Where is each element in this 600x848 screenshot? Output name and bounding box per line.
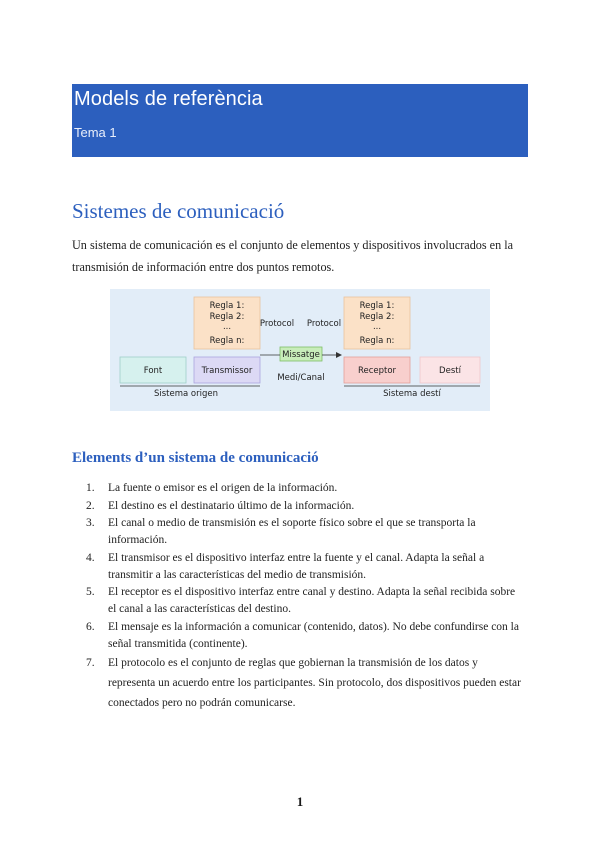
node-font-label: Font [143, 366, 163, 376]
list-item-text: El receptor es el dispositivo interfaz entre canal y destino. Adapta la señal recibida sobre el canal a las características del destino. [108, 586, 516, 615]
node-missatge-label: Missatge [282, 350, 320, 360]
rule-right-n: Regla n: [359, 336, 395, 346]
group-label-origen: Sistema origen [153, 389, 219, 399]
intro-paragraph: Un sistema de comunicación es el conjunto de elementos y dispositivos involucrados en la transmisión de información entre dos puntos remotos. [72, 238, 514, 274]
list-item-number: 3. [86, 517, 95, 529]
subsection-heading: Elements d’un sistema de comunicació [72, 450, 319, 466]
list-item-text: El mensaje es la información a comunicar (contenido, datos). No debe confundirse con la señal transmitida (continente). [108, 620, 519, 650]
document-subtitle: Tema 1 [74, 125, 117, 140]
document-title: Models de referència [74, 88, 263, 110]
title-banner [72, 84, 528, 157]
rule-left-n: Regla n: [209, 336, 245, 346]
list-item-text: El transmisor es el dispositivo interfaz entre la fuente y el canal. Adapta la señal a transmitir a las características del medio de transmisión. [108, 551, 485, 581]
rule-left-2: Regla 2: [209, 312, 245, 322]
group-label-desti: Sistema destí [383, 389, 441, 399]
rule-right-2: Regla 2: [359, 312, 395, 322]
list-item-number: 6. [86, 620, 95, 633]
list-item [86, 619, 526, 653]
list-item [86, 498, 526, 515]
rule-left-3: ... [222, 322, 232, 332]
rule-right-3: ... [372, 322, 382, 332]
protocol-label-left: Protocol [259, 319, 295, 329]
list-item-text: El destino es el destinatario último de la información. [108, 499, 355, 512]
node-transmissor-label: Transmissor [201, 366, 253, 376]
medi-label: Medi/Canal [277, 373, 325, 383]
list-item-text: El protocolo es el conjunto de reglas que gobiernan la transmisión de los datos y representa un acuerdo entre los participantes. Sin protocolo, dos dispositivos pueden estar conectados pero no podrán comunicarse. [108, 657, 521, 709]
list-item-text: La fuente o emisor es el origen de la información. [108, 482, 338, 494]
page-number: 1 [296, 794, 304, 809]
arrow-head-icon [336, 352, 342, 358]
rule-right-1: Regla 1: [359, 301, 395, 311]
list-item-number: 4. [86, 551, 95, 564]
list-item-number: 1. [86, 482, 95, 494]
list-item-text: El canal o medio de transmisión es el soporte físico sobre el que se transporta la información. [108, 517, 476, 546]
list-item [86, 584, 526, 618]
list-item-number: 2. [86, 499, 95, 512]
list-item [86, 480, 526, 497]
node-desti-label: Destí [439, 366, 461, 376]
list-item-number: 7. [86, 657, 95, 669]
protocol-label-right: Protocol [306, 319, 342, 329]
list-item [86, 515, 526, 549]
elements-list [86, 480, 526, 714]
list-item [86, 550, 526, 584]
communication-diagram [110, 289, 490, 411]
rule-left-1: Regla 1: [209, 301, 245, 311]
list-item [86, 653, 526, 713]
node-receptor-label: Receptor [357, 366, 397, 376]
section-heading: Sistemes de comunicació [72, 199, 285, 223]
list-item-number: 5. [86, 586, 95, 598]
